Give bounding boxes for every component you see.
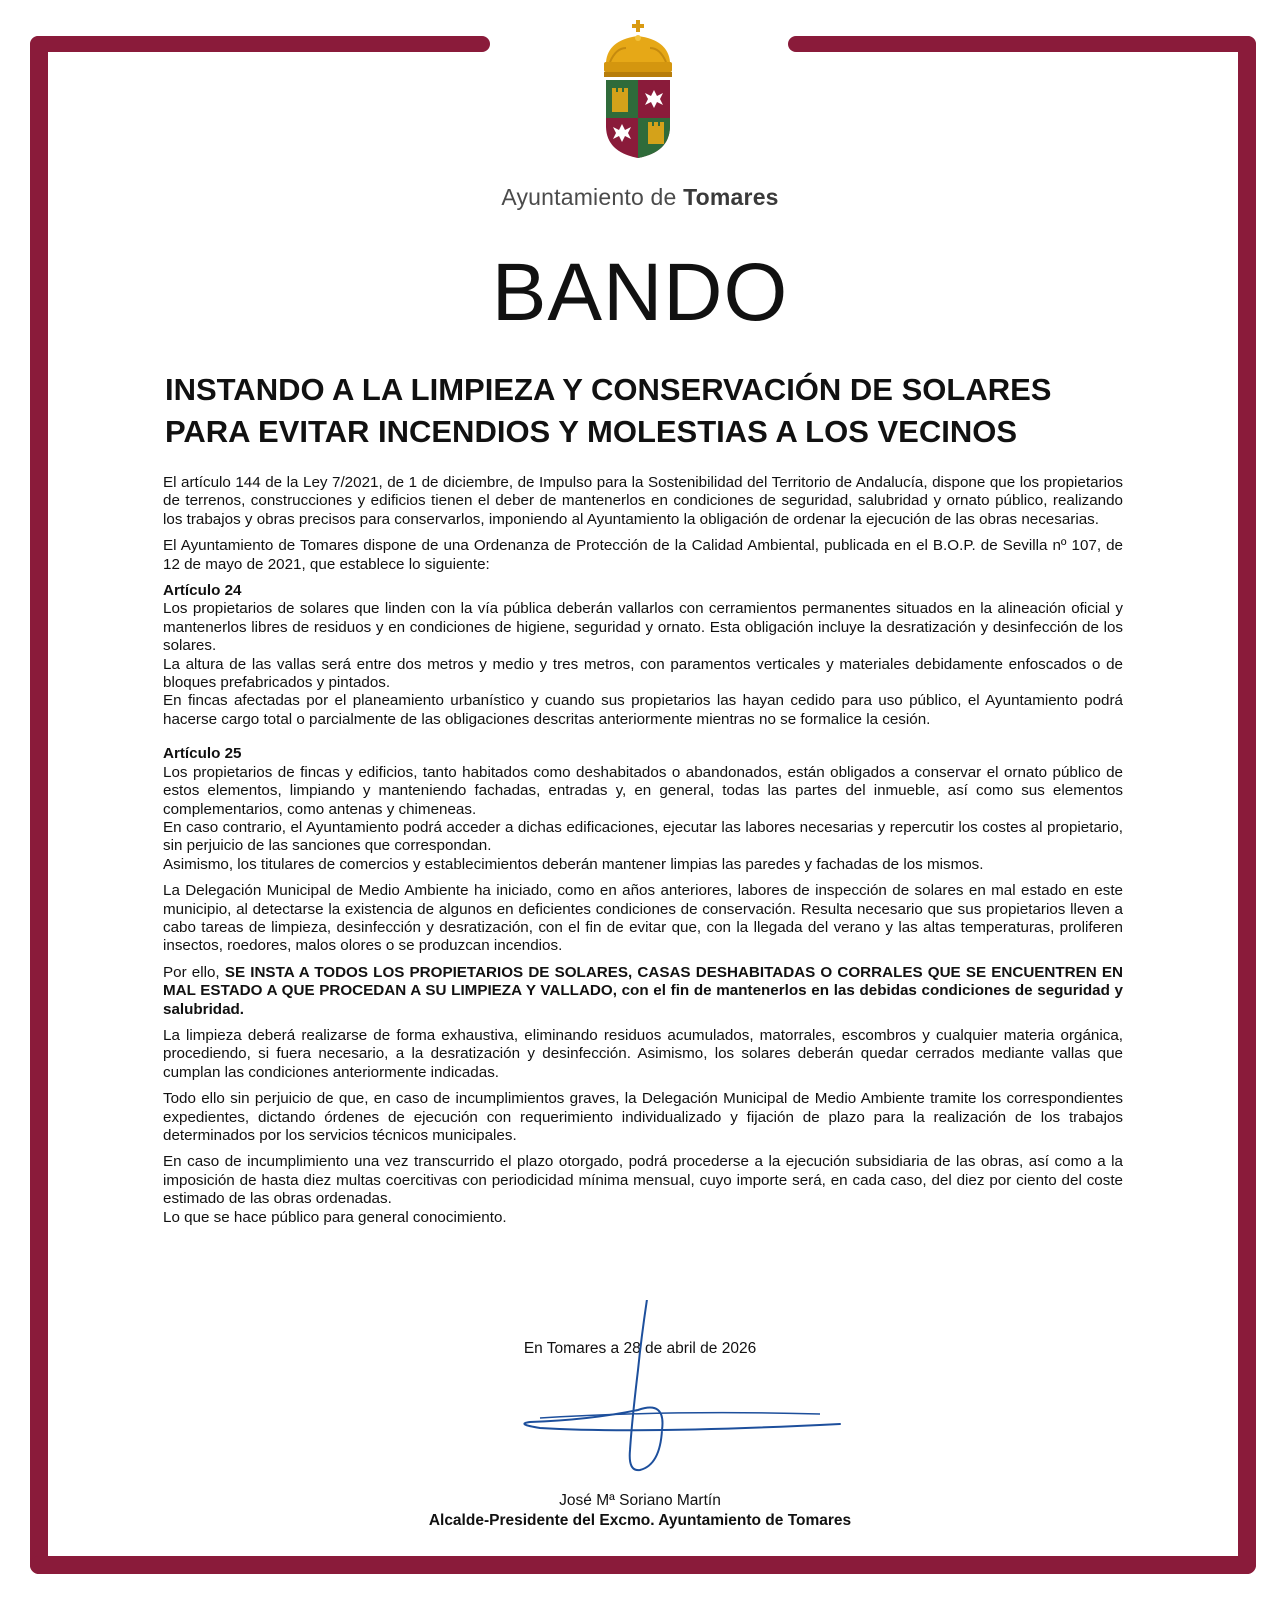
paragraph-cleaning: La limpieza deberá realizarse de forma exhaustiva, eliminando residuos acumulados, matorrales, escombros y cualquier materia orgánica, procediendo, si fuera necesario, a la desratización y desinfección. Asimismo, los solares deberán quedar cerrados mediante vallas que cumplan las condiciones anteriormente indicadas. (163, 1026, 1123, 1081)
document-title: BANDO (491, 247, 789, 338)
instruction-lead: Por ello, (163, 963, 220, 981)
paragraph-publication: Lo que se hace público para general conocimiento. (163, 1208, 507, 1226)
paragraph-intro-law: El artículo 144 de la Ley 7/2021, de 1 de diciembre, de Impulso para la Sostenibilidad del Territorio de Andalucía, dispone que los propietarios de terrenos, construcciones y edificios tienen el deber de mantenerlos en condiciones de seguridad, salubridad y ornato público, realizando los trabajos y obras precisos para conservarlos, imponiendo al Ayuntamiento la obligación de ordenar la ejecución de las obras necesarias. (163, 474, 1123, 528)
paragraph-instruction (163, 964, 1123, 1019)
coat-of-arms-icon (596, 18, 680, 168)
signature-icon (520, 1300, 860, 1480)
article-25-line-1: Los propietarios de fincas y edificios, tanto habitados como deshabitados o abandonados, están obligados a conservar el ornato público de estos elementos, limpiando y manteniendo fachadas, entradas y, en general, todas las partes del inmueble, así como sus elementos complementarios, como antenas y chimeneas. (163, 763, 1123, 818)
paragraph-penalties: En caso de incumplimiento una vez transcurrido el plazo otorgado, podrá procederse a la ejecución subsidiaria de las obras, así como a la imposición de hasta diez multas coercitivas con periodicidad mínima mensual, cuyo importe será, en cada caso, del diez por ciento del coste estimado de las obras ordenadas. (163, 1153, 1123, 1208)
organization-name (0, 184, 1280, 211)
subtitle-line-1: INSTANDO A LA LIMPIEZA Y CONSERVACIÓN DE SOLARES (165, 372, 1052, 407)
frame-top-left (30, 36, 490, 52)
paragraph-ordinance: El Ayuntamiento de Tomares dispone de una Ordenanza de Protección de la Calidad Ambiental, publicada en el B.O.P. de Sevilla nº 107, de 12 de mayo de 2021, que establece lo siguiente: (163, 537, 1123, 573)
instruction-caps: SE INSTA A TODOS LOS PROPIETARIOS DE SOLARES, CASAS DESHABITADAS O CORRALES QUE SE ENCUENTREN EN MAL ESTADO A QUE PROCEDAN A SU LIMPIEZA Y VALLADO, (163, 963, 1123, 1000)
article-25-title: Artículo 25 (163, 745, 242, 763)
article-24-line-3: En fincas afectadas por el planeamiento urbanístico y cuando sus propietarios las hayan cedido para uso público, el Ayuntamiento podrá hacerse cargo total o parcialmente de las obligaciones descritas anteriormente mientras no se formalice la cesión. (163, 692, 1123, 728)
document-subtitle (165, 369, 1125, 453)
document-body (163, 474, 1123, 1235)
organization-name-prefix: Ayuntamiento de (501, 184, 677, 210)
closing-date: En Tomares a 28 de abril de 2026 (523, 1340, 757, 1357)
paragraph-proceedings: Todo ello sin perjuicio de que, en caso de incumplimientos graves, la Delegación Municipal de Medio Ambiente tramite los correspondientes expedientes, dictando órdenes de ejecución con requerimiento individualizado y fijación de plazo para la realización de los trabajos determinados por los servicios técnicos municipales. (163, 1090, 1123, 1144)
signer-name: José Mª Soriano Martín (559, 1492, 721, 1509)
subtitle-line-2: PARA EVITAR INCENDIOS Y MOLESTIAS A LOS VECINOS (165, 414, 1018, 449)
article-24-line-2: La altura de las vallas será entre dos metros y medio y tres metros, con paramentos verticales y materiales debidamente enfoscados o de bloques prefabricados y pintados. (163, 655, 1123, 692)
organization-name-bold: Tomares (683, 184, 779, 210)
paragraph-inspection: La Delegación Municipal de Medio Ambiente ha iniciado, como en años anteriores, labores de inspección de solares en mal estado en este municipio, al detectarse la existencia de algunos en deficientes condiciones de conservación. Resulta necesario que sus propietarios lleven a cabo tareas de limpieza, desinfección y desratización, con el fin de evitar que, con la llegada del verano y las altas temperaturas, proliferen insectos, roedores, malos olores o se produzcan incendios. (163, 882, 1123, 955)
article-25-line-2: En caso contrario, el Ayuntamiento podrá acceder a dichas edificaciones, ejecutar las labores necesarias y repercutir los costes al propietario, sin perjuicio de las sanciones que correspondan. (163, 818, 1123, 855)
signer-role: Alcalde-Presidente del Excmo. Ayuntamiento de Tomares (428, 1512, 852, 1529)
article-24-title: Artículo 24 (163, 582, 242, 600)
frame-top-right (788, 36, 1256, 52)
frame-bottom (30, 1556, 1256, 1574)
instruction-rest: con el fin de mantenerlos en las debidas condiciones de seguridad y salubridad. (163, 982, 1123, 1018)
article-25-line-3: Asimismo, los titulares de comercios y establecimientos deberán mantener limpias las paredes y fachadas de los mismos. (163, 855, 984, 873)
article-24-line-1: Los propietarios de solares que linden con la vía pública deberán vallarlos con cerramientos permanentes situados en la alineación oficial y mantenerlos libres de residuos y en condiciones de higiene, seguridad y ornato. Esta obligación incluye la desratización y desinfección de los solares. (163, 600, 1123, 655)
